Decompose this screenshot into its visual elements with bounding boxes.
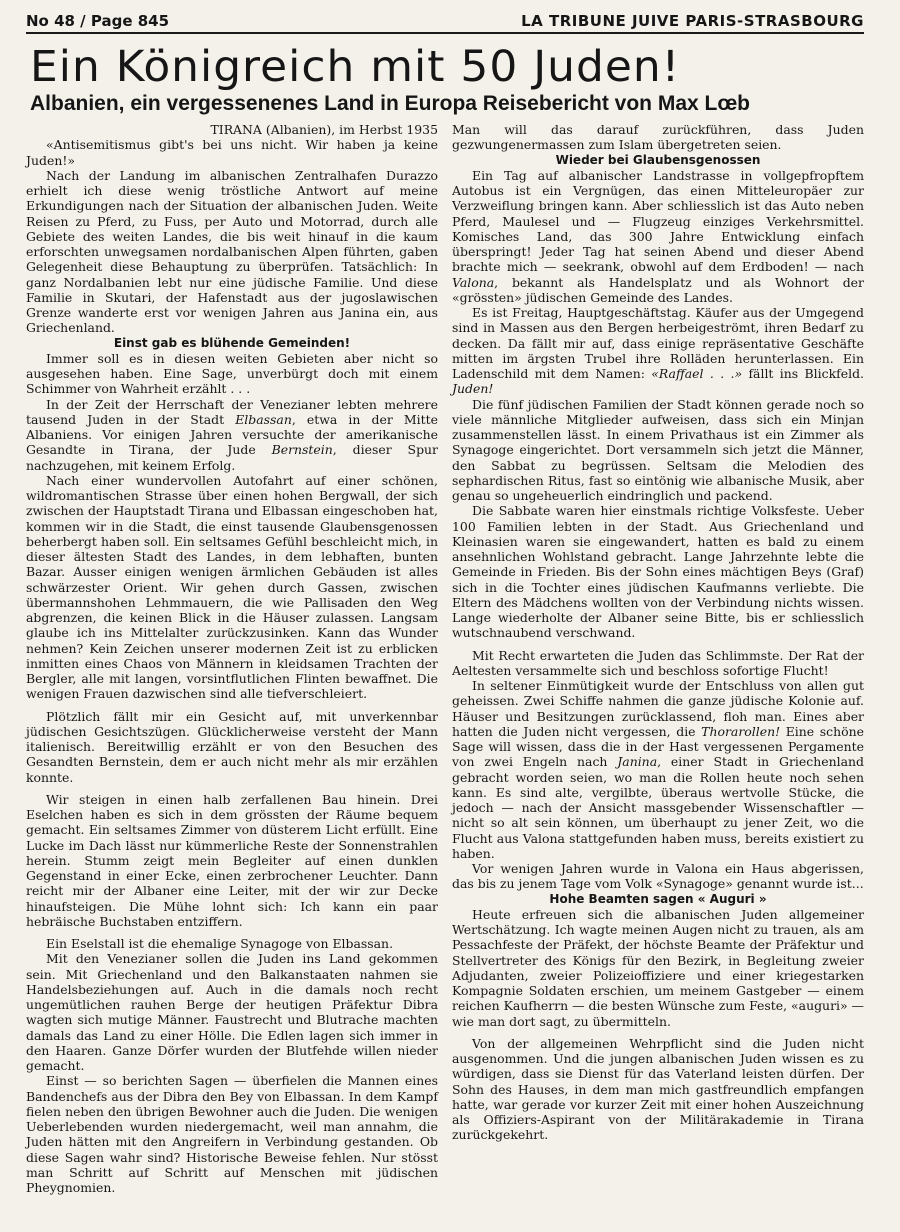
- paragraph: Plötzlich fällt mir ein Gesicht auf, mit unverkennbar jüdischen Gesichtszügen. Glücklicherweise versteht der Mann italienisch. Bereitwillig erzählt er von den Besuchen des Gesandten Bernstein, dem er auch nicht mehr als mir erzählen konnte.: [26, 708, 438, 785]
- text-run: In seltener Einmütigkeit wurde der Entschluss von allen gut geheissen. Zwei Schiffe nahmen die ganze jüdische Kolonie auf. Häuser und Besitzungen zurücklassend, floh man. Eines aber hatten die Juden nicht vergessen, die: [452, 678, 864, 739]
- column-left: [26, 122, 438, 1195]
- paragraph: [452, 678, 864, 861]
- article-subtitle: Albanien, ein vergessenenes Land in Europa Reisebericht von Max Lœb: [30, 92, 751, 115]
- paragraph: Immer soll es in diesen weiten Gebieten aber nicht so ausgesehen haben. Eine Sage, unverbürgt doch mit einem Schimmer von Wahrheit erzählt . . .: [26, 350, 438, 397]
- emphasis: Juden!: [452, 381, 494, 397]
- shop-name: «Raffael . . .»: [651, 366, 743, 381]
- paragraph: Heute erfreuen sich die albanischen Juden allgemeiner Wertschätzung. Ich wagte meinen Augen nicht zu trauen, als am Pessachfeste der Präfekt, der höchste Beamte der Präfektur und Stellvertreter des Königs für den Bezirk, in Begleitung zweier Adjudanten, zweier Polizeioffiziere und einer kriegestarken Kompagnie Soldaten erschien, um meinem Gastgeber — einem reichen Kaufherrn — die besten Wünsche zum Feste, «auguri» — wie man dort sagt, zu übermitteln.: [452, 906, 864, 1029]
- text-run: , etwa in der Mitte Albaniens. Vor einigen Jahren versuchte der amerikanische Gesandte in Tirana, der Jude: [26, 411, 438, 458]
- paragraph: [452, 168, 864, 305]
- text-run: Es ist Freitag, Hauptgeschäftstag. Käufer aus der Umgegend sind in Massen aus den Bergen herbeigeströmt, ihren Bedarf zu decken. Da fällt mir auf, dass einige repräsentative Geschäfte mitten im ärgsten Trubel ihre Rolläden herunterlassen. Ein Ladenschild mit dem Namen:: [452, 305, 864, 381]
- text-run: Ein Tag auf albanischer Landstrasse in vollgepfropftem Autobus ist ein Vergnügen, das einen Mitteleuropäer zur Verzweiflung bringen kann. Aber schliesslich ist das Auto neben Pferd, Maulesel und — Flugzeug einziges Verkehrsmittel. Komisches Land, das 300 Jahre Entwicklung einfach überspringt! Jeder Tag hat seinen Abend und dieser Abend brachte mich — seekrank, obwohl auf dem Erdboden! — nach: [452, 167, 864, 275]
- running-header: [26, 12, 864, 34]
- paragraph: Wir steigen in einen halb zerfallenen Bau hinein. Drei Eselchen haben es sich in dem grössten der Räume bequem gemacht. Ein seltsames Zimmer von düsterem Licht erfüllt. Eine Lucke im Dach lässt nur kümmerliche Reste der Sonnenstrahlen herein. Stumm zeigt mein Begleiter auf einen dunklen Gegenstand in einer Ecke, einen zerbrochener Leuchter. Dann reicht mir der Albaner eine Leiter, mit der wir zur Decke hinaufsteigen. Die Mühe lohnt sich: Ich kann ein paar hebräische Buchstaben entziffern.: [26, 791, 438, 929]
- paragraph: Die Sabbate waren hier einstmals richtige Volksfeste. Ueber 100 Familien lebten in der Stadt. Aus Griechenland und Kleinasien waren sie eingewandert, hatten es bald zu einem ansehnlichen Wohlstand gebracht. Lange Jahrzehnte lebte die Gemeinde in Frieden. Bis der Sohn eines mächtigen Beys (Graf) sich in die Tochter eines jüdischen Kaufmanns verliebte. Die Eltern des Mädchens wollten von der Verbindung nichts wissen. Lange wiederholte der Albaner seine Bitte, bis er schliesslich wutschnaubend verschwand.: [452, 503, 864, 641]
- paragraph: Die fünf jüdischen Familien der Stadt können gerade noch so viele männliche Mitglieder aufweisen, dass sich ein Minjan zusammenstellen lässt. In einem Privathaus ist ein Zimmer als Synagoge eingerichtet. Dort versammeln sich jetzt die Männer, den Sabbat zu begrüssen. Seltsam die Melodien des sephardischen Ritus, fast so eintönig wie albanische Musik, aber genau so ungeheuerlich eindringlich und packend.: [452, 396, 864, 503]
- text-run: fällt ins Blickfeld.: [742, 366, 864, 381]
- person-name: Bernstein: [271, 442, 333, 458]
- place-name: Valona: [452, 274, 495, 290]
- text-run: In der Zeit der Herrschaft der Venezianer lebten mehrere tausend Juden in der Stadt: [26, 396, 438, 427]
- paragraph: [26, 397, 438, 473]
- text-run: , einer Stadt in Griechenland gebracht worden seien, wo man die Rollen heute noch sehen kann. Es sind alte, vergilbte, überaus wertvolle Stücke, die jedoch — nach der Ansicht massgebender Wissenschaftler — nicht so alt sein können, um überhaupt zu jener Zeit, wo die Flucht aus Valona stattgefunden haben muss, bereits existiert zu haben.: [452, 754, 864, 861]
- place-name: Janina: [617, 754, 658, 770]
- text-run: Eine schöne Sage will wissen, dass die in der Hast vergessenen Pergamente von zwei Engeln nach: [452, 723, 864, 770]
- emphasis: Thorarollen!: [701, 723, 781, 739]
- masthead: LA TRIBUNE JUIVE PARIS-STRASBOURG: [521, 12, 864, 30]
- paragraph: Vor wenigen Jahren wurde in Valona ein Haus abgerissen, das bis zu jenem Tage vom Volk «Synagoge» genannt wurde ist...: [452, 861, 864, 892]
- article-body: [26, 122, 864, 1195]
- text-run: , bekannt als Handelsplatz und als Wohnort der «grössten» jüdischen Gemeinde des Landes.: [452, 274, 864, 305]
- paragraph: Einst — so berichten Sagen — überfielen die Mannen eines Bandenchefs aus der Dibra den Bey von Elbassan. In dem Kampf fielen neben den übrigen Bewohner auch die Juden. Die wenigen Ueberlebenden wurden niedergemacht, weil man annahm, die Juden hätten mit den Angreifern in Verbindung gestanden. Ob diese Sagen wahr sind? Historische Beweise fehlen. Nur stösst man Schritt auf Schritt auf Menschen mit jüdischen Pheygnomien.: [26, 1073, 438, 1195]
- section-heading: Hohe Beamten sagen « Auguri »: [549, 891, 767, 906]
- paragraph: Nach der Landung im albanischen Zentralhafen Durazzo erhielt ich diese wenig tröstliche Antwort auf meine Erkundigungen nach der Situation der albanischen Juden. Weite Reisen zu Pferd, zu Fuss, per Auto und Motorrad, durch alle Gebiete des weiten Landes, die bis weit hinauf in die kaum erforschten unwegsamen nordalbanischen Alpen führten, gaben Gelegenheit diese Behauptung zu überprüfen. Tatsächlich: In ganz Nordalbanien lebt nur eine jüdische Familie. Und diese Familie in Skutari, der Hafenstadt aus der jugoslawischen Grenze wanderte erst vor wenigen Jahren aus Janina ein, aus Griechenland.: [26, 167, 438, 336]
- paragraph: Man will das darauf zurückführen, dass Juden gezwungenermassen zum Islam übergetreten seien.: [452, 122, 864, 153]
- paragraph: Ein Eselstall ist die ehemalige Synagoge von Elbassan.: [46, 936, 394, 951]
- dateline: TIRANA (Albanien), im Herbst 1935: [210, 122, 438, 137]
- paragraph: Mit Recht erwarteten die Juden das Schlimmste. Der Rat der Aeltesten versammelte sich und beschloss sofortige Flucht!: [452, 647, 864, 678]
- article-title: Ein Königreich mit 50 Juden!: [30, 42, 681, 92]
- paragraph: Mit den Venezianer sollen die Juden ins Land gekommen sein. Mit Griechenland und den Balkanstaaten nahmen sie Handelsbeziehungen auf. Auch in die damals noch recht ungemütlichen rauhen Berge der heutigen Präfektur Dibra wagten sich mutige Männer. Faustrecht und Blutrache machten damals das Land zu einer Hölle. Die Edlen lagen sich immer in den Haaren. Ganze Dörfer wurden der Blutfehde willen nieder gemacht.: [26, 951, 438, 1073]
- column-right: [452, 122, 864, 1195]
- place-name: Elbassan: [235, 411, 292, 427]
- paragraph: Von der allgemeinen Wehrpflicht sind die Juden nicht ausgenommen. Und die jungen albanischen Juden wissen es zu würdigen, dass sie Dienst für das Vaterland leisten dürfen. Der Sohn des Hauses, in dem man mich gastfreundlich empfangen hatte, war gerade vor kurzer Zeit mit einer hohen Auszeichnung als Offiziers-Aspirant von der Militärakademie in Tirana zurückgekehrt.: [452, 1035, 864, 1143]
- paragraph: [452, 305, 864, 397]
- paragraph: Nach einer wundervollen Autofahrt auf einer schönen, wildromantischen Strasse über einen hohen Bergwall, der sich zwischen der Hauptstadt Tirana und Elbassan eingeschoben hat, kommen wir in die Stadt, die einst tausende Glaubensgenossen beherbergt haben soll. Ein seltsames Gefühl beschleicht mich, in dieser ältesten Stadt des Landes, in dem lebhaften, bunten Bazar. Ausser einigen wenigen ärmlichen Gebäuden ist alles schwärzester Orient. Wir gehen durch Gassen, zwischen übermannshohen Lehmmauern, die wie Pallisaden den Weg abgrenzen, die keinen Blick in die Häuser zulassen. Langsam glaube ich ins Mittelalter zurückzusinken. Kann das Wunder nehmen? Kein Zeichen unserer modernen Zeit ist zu erblicken inmitten eines Chaos von Männern in kleidsamen Trachten der Bergler, alle mit langen, vorsintflutlichen Flinten bewaffnet. Die wenigen Frauen dazwischen sind alle tiefverschleiert.: [26, 472, 438, 702]
- section-heading: Einst gab es blühende Gemeinden!: [113, 335, 351, 350]
- issue-page-number: No 48 / Page 845: [26, 12, 170, 30]
- text-run: , dieser Spur nachzugehen, mit keinem Erfolg.: [26, 442, 438, 473]
- section-heading: Wieder bei Glaubensgenossen: [555, 152, 761, 167]
- paragraph: «Antisemitismus gibt's bei uns nicht. Wir haben ja keine Juden!»: [26, 137, 438, 168]
